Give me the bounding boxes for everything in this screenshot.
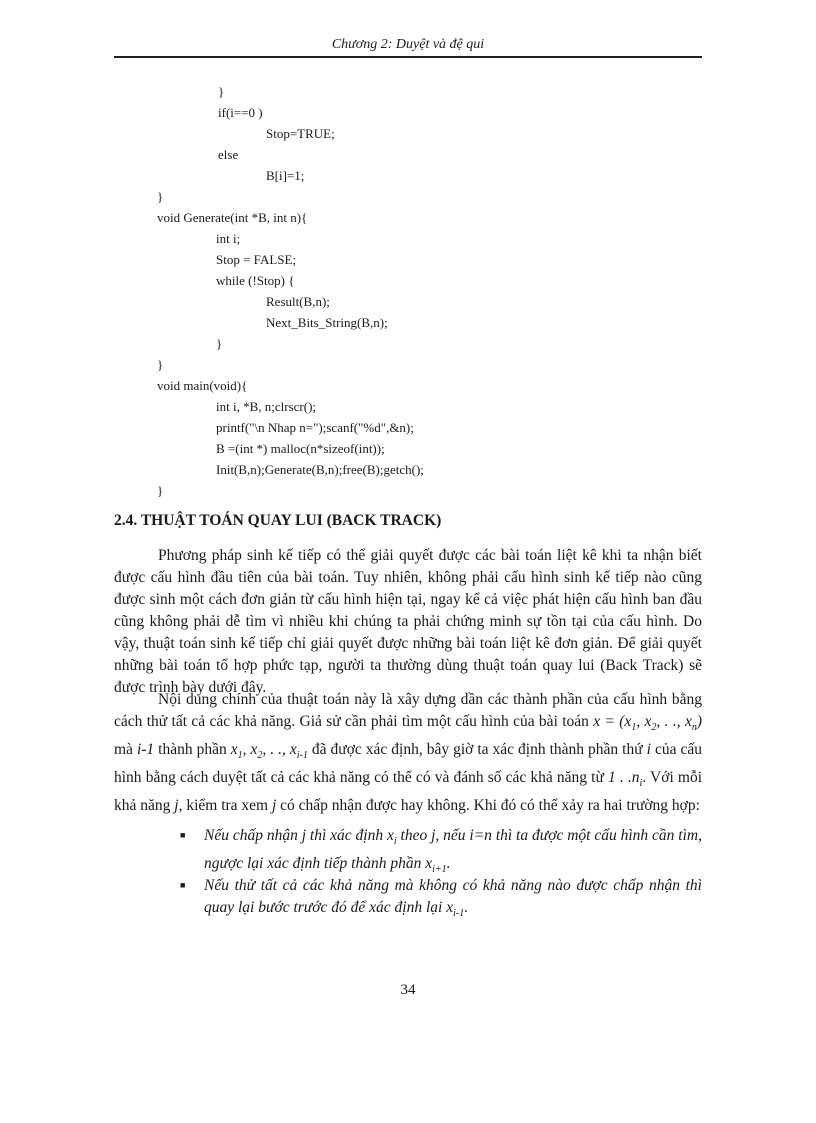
page-header: Chương 2: Duyệt và đệ qui xyxy=(331,37,485,52)
code-line: Next_Bits_String(B,n); xyxy=(266,315,388,330)
code-line: void Generate(int *B, int n){ xyxy=(157,210,308,225)
page-number: 34 xyxy=(400,982,416,998)
code-line: while (!Stop) { xyxy=(216,273,295,288)
code-line: } xyxy=(157,483,164,498)
code-line: } xyxy=(157,189,164,204)
code-line: B =(int *) malloc(n*sizeof(int)); xyxy=(216,441,385,456)
list-item: Nếu thử tất cả các khả năng mà không có khả năng nào được chấp nhận thì quay lại bước trước đó để xác định lại $x_{i-1}$. xyxy=(204,877,702,920)
code-line: Result(B,n); xyxy=(266,294,330,309)
code-line: } xyxy=(157,357,164,372)
paragraph-1: Phương pháp sinh kế tiếp có thể giải quyết được các bài toán liệt kê khi ta nhận biết được cấu hình đầu tiên của bài toán. Tuy nhiên, không phải cấu hình sinh kế tiếp nào cũng được sinh một cách đơn giản từ cấu hình hiện tại, ngay kể cả việc phát hiện cấu hình ban đầu cũng không phải dễ tìm vì nhiều khi chúng ta phải chứng minh sự tồn tại của cấu hình. Do vậy, thuật toán sinh kế tiếp chỉ giải quyết được những bài toán liệt kê đơn giản. Để giải quyết những bài toán tổ hợp phức tạp, người ta thường dùng thuật toán quay lui (Back Track) sẽ được trình bày dưới đây. xyxy=(114,547,702,696)
square-bullet-icon: ■ xyxy=(180,830,186,840)
code-line: int i; xyxy=(216,231,241,246)
code-line: int i, *B, n;clrscr(); xyxy=(216,399,317,414)
list-item: Nếu chấp nhận j thì xác định $x_i$ theo j, nếu i=n thì ta được một cấu hình cần tìm, ngược lại xác định tiếp thành phần $x_{i+1}$. xyxy=(204,827,702,876)
code-line: printf("\n Nhap n=");scanf("%d",&n); xyxy=(216,420,414,435)
code-line: Init(B,n);Generate(B,n);free(B);getch(); xyxy=(216,462,424,477)
code-line: } xyxy=(218,84,225,99)
code-line: void main(void){ xyxy=(157,378,248,393)
code-line: if(i==0 ) xyxy=(218,105,263,120)
code-line: Stop=TRUE; xyxy=(266,126,335,141)
code-line: Stop = FALSE; xyxy=(216,252,297,267)
code-line: else xyxy=(218,147,239,162)
code-line: } xyxy=(216,336,223,351)
section-heading: 2.4. THUẬT TOÁN QUAY LUI (BACK TRACK) xyxy=(114,512,442,529)
paragraph-2: Nội dung chính của thuật toán này là xây dựng dần các thành phần của cấu hình bằng cách thử tất cả các khả năng. Giả sử cần phải tìm một cấu hình của bài toán $x = (x_1$, $x_2$, . ., $x_n$) mà i-1 thành phần $x_1$, $x_2$, . ., $x_{i-1}$ đã được xác định, bây giờ ta xác định thành phần thứ i của cấu hình bằng cách duyệt tất cả các khả năng có thể có và đánh số các khả năng từ 1 . $.n_i$. Với mỗi khả năng j, kiểm tra xem j có chấp nhận được hay không. Khi đó có thể xảy ra hai trường hợp: xyxy=(114,691,702,815)
square-bullet-icon: ■ xyxy=(180,880,186,890)
header-rule xyxy=(114,56,702,58)
code-line: B[i]=1; xyxy=(266,168,305,183)
